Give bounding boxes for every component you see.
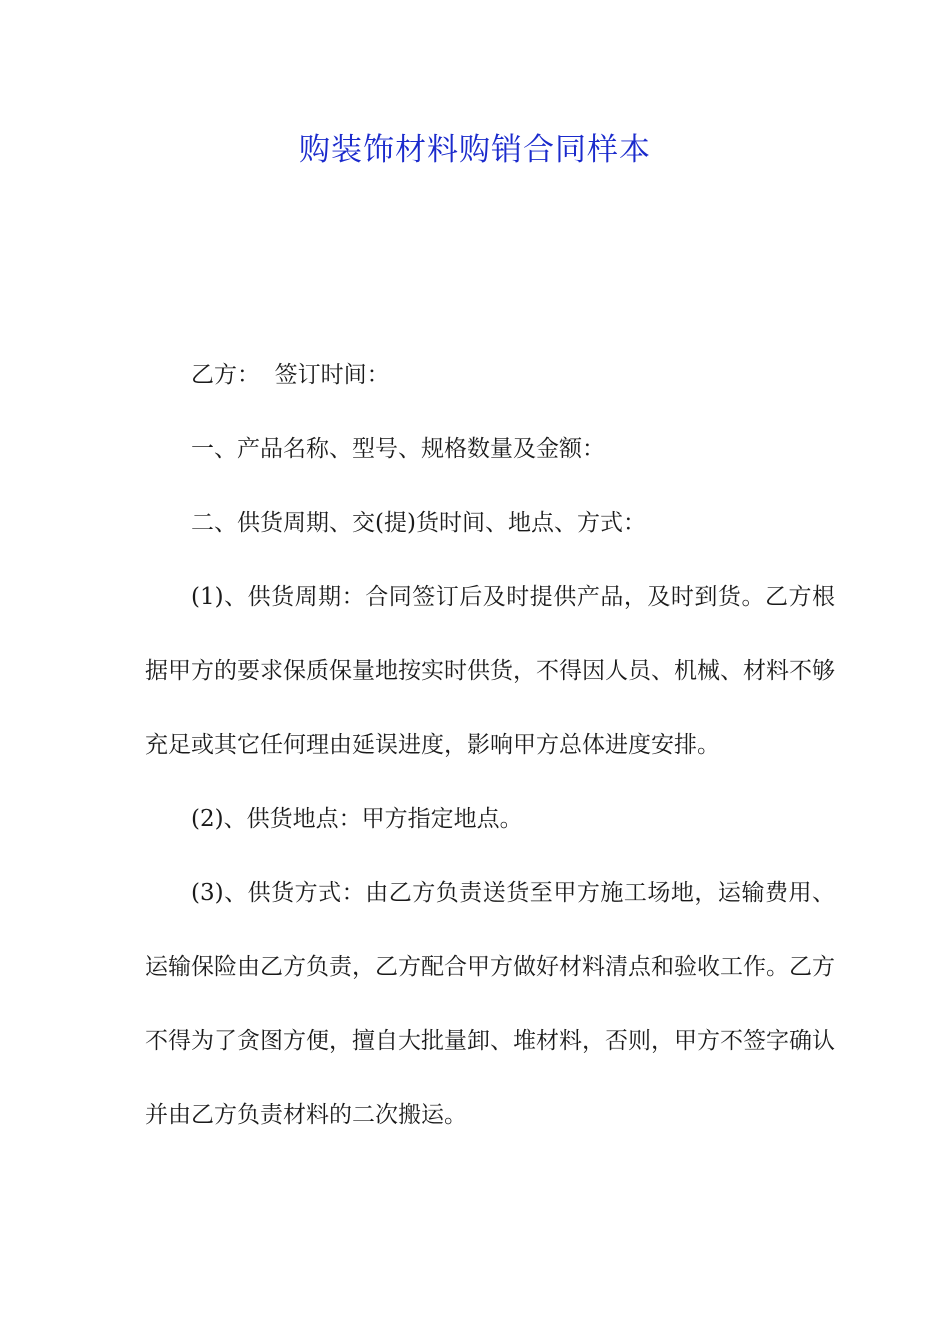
party-b-signing-line: 乙方： 签订时间：	[191, 362, 390, 388]
clause-1-heading: 一、产品名称、型号、规格数量及金额：	[191, 436, 605, 462]
clause-2-item-2: (2)、供货地点：甲方指定地点。	[191, 806, 523, 832]
document-title: 购装饰材料购销合同样本	[299, 132, 651, 168]
clause-2-item-3: (3)、供货方式：由乙方负责送货至甲方施工场地，运输费用、运输保险由乙方负责，乙方配合甲方做好材料清点和验收工作。乙方不得为了贪图方便，擅自大批量卸、堆材料，否则，甲方不签字确认并由乙方负责材料的二次搬运。	[145, 880, 835, 1128]
clause-2-item-1: (1)、供货周期：合同签订后及时提供产品，及时到货。乙方根据甲方的要求保质保量地按实时供货，不得因人员、机械、材料不够充足或其它任何理由延误进度，影响甲方总体进度安排。	[145, 584, 835, 758]
clause-2-heading: 二、供货周期、交(提)货时间、地点、方式：	[191, 510, 646, 536]
document-body	[145, 338, 835, 1152]
